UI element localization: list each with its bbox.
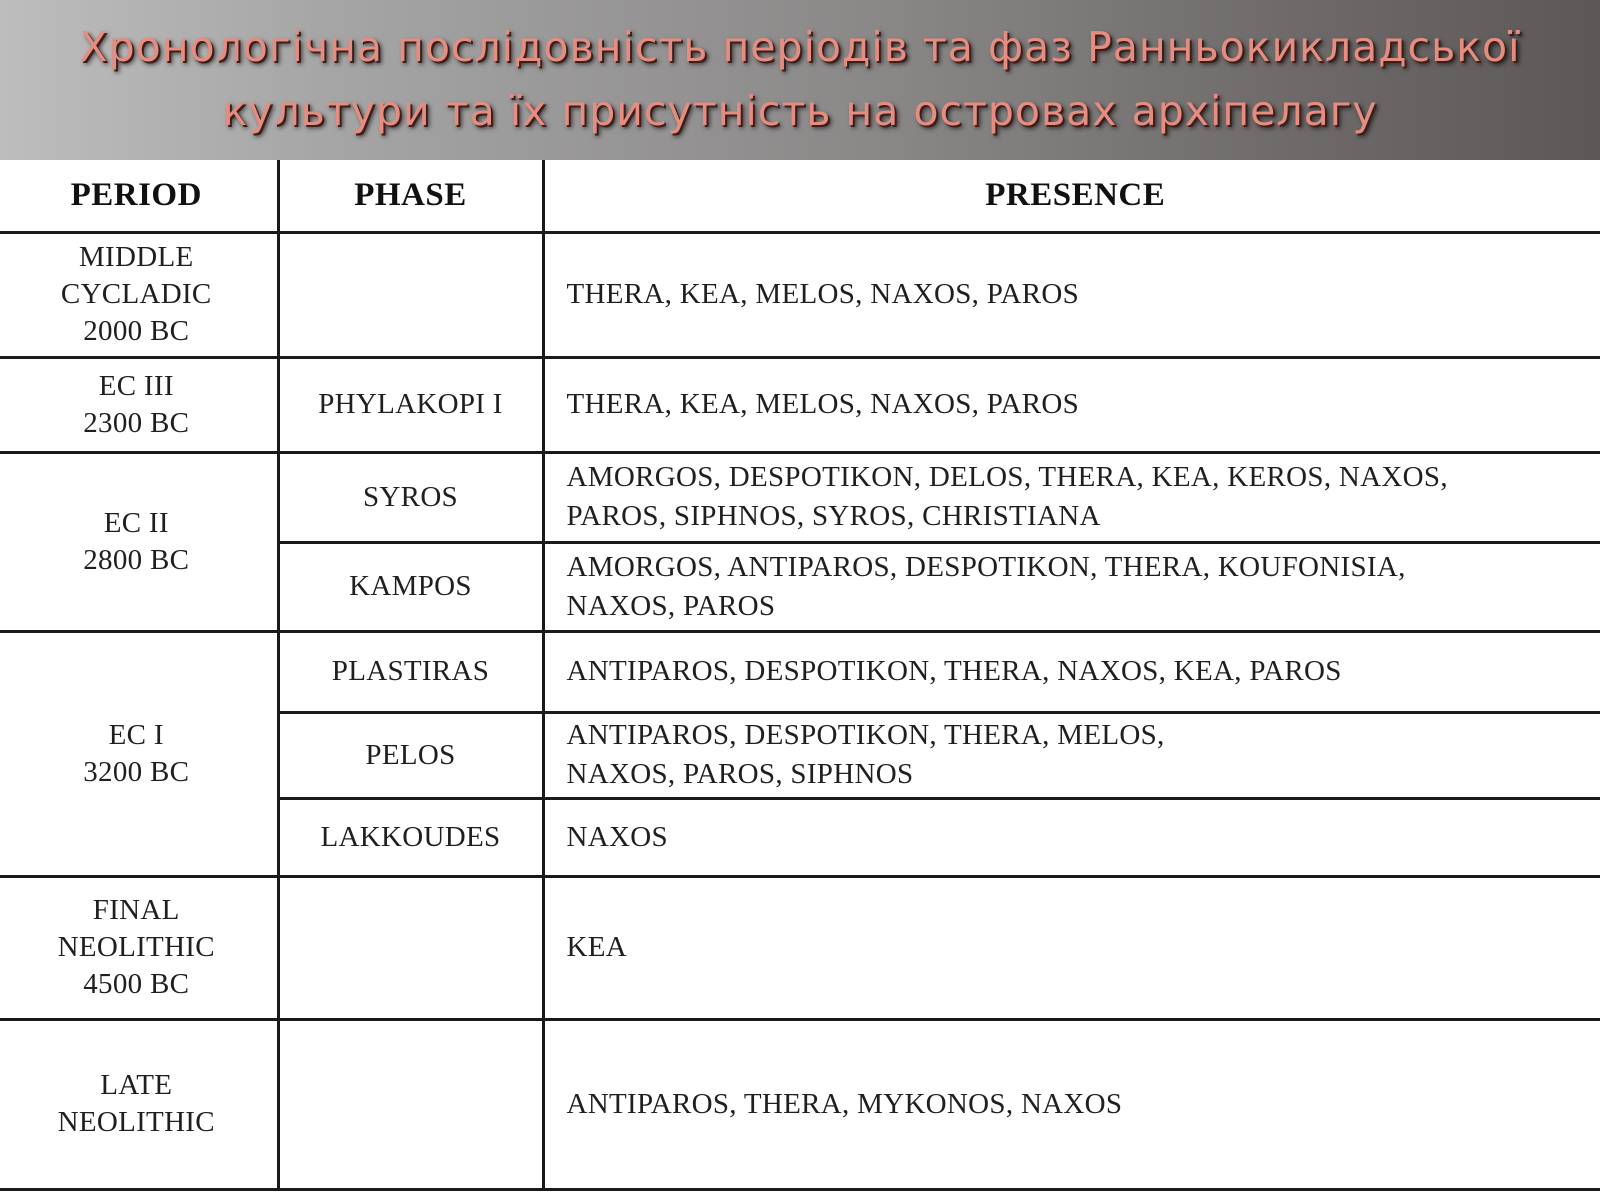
presence-line: NAXOS bbox=[566, 820, 668, 853]
presence-line: KEA bbox=[566, 931, 628, 963]
presence-line: AMORGOS, ANTIPAROS, DESPOTIKON, THERA, KOUFONISIA, bbox=[566, 550, 1406, 583]
phase-cell: PLASTIRAS bbox=[278, 631, 543, 712]
period-cell bbox=[0, 1019, 278, 1189]
period-line: 2000 BC bbox=[83, 315, 190, 347]
presence-cell bbox=[543, 357, 1600, 452]
presence-line: THERA, KEA, MELOS, NAXOS, PAROS bbox=[566, 388, 1080, 420]
period-cell bbox=[0, 232, 278, 357]
chronology-table-area bbox=[0, 160, 1600, 1200]
period-line: FINAL bbox=[92, 894, 180, 926]
presence-line: NAXOS, PAROS, SIPHNOS bbox=[566, 758, 914, 790]
period-cell bbox=[0, 876, 278, 1019]
period-line: 3200 BC bbox=[83, 755, 190, 788]
presence-cell bbox=[543, 232, 1600, 357]
presence-cell bbox=[543, 798, 1600, 876]
presence-line: NAXOS, PAROS bbox=[566, 589, 776, 622]
presence-cell bbox=[543, 876, 1600, 1019]
presence-cell bbox=[543, 712, 1600, 798]
presence-line: AMORGOS, DESPOTIKON, DELOS, THERA, KEA, KEROS, NAXOS, bbox=[566, 461, 1448, 493]
period-line: NEOLITHIC bbox=[57, 1106, 215, 1138]
presence-cell bbox=[543, 1019, 1600, 1189]
table-row bbox=[0, 1019, 1600, 1189]
presence-cell bbox=[543, 542, 1600, 631]
table-row bbox=[0, 631, 1600, 712]
presence-cell bbox=[543, 631, 1600, 712]
presence-line: PAROS, SIPHNOS, SYROS, CHRISTIANA bbox=[566, 500, 1101, 532]
period-cell bbox=[0, 631, 278, 876]
slide-title-line-2: культури та їх присутність на островах архіпелагу bbox=[222, 87, 1378, 135]
table-row bbox=[0, 876, 1600, 1019]
period-line: MIDDLE bbox=[78, 241, 194, 273]
presence-line: ANTIPAROS, DESPOTIKON, THERA, NAXOS, KEA, PAROS bbox=[566, 655, 1342, 687]
period-line: 2300 BC bbox=[83, 406, 190, 439]
period-line: CYCLADIC bbox=[60, 278, 212, 310]
period-line: 4500 BC bbox=[83, 968, 190, 1000]
phase-cell: KAMPOS bbox=[278, 542, 543, 631]
presence-line: ANTIPAROS, DESPOTIKON, THERA, MELOS, bbox=[566, 719, 1165, 751]
chronology-table bbox=[0, 160, 1600, 1191]
header-period: PERIOD bbox=[0, 160, 278, 232]
period-cell bbox=[0, 357, 278, 452]
title-bar bbox=[0, 0, 1600, 160]
phase-cell bbox=[278, 232, 543, 357]
period-cell bbox=[0, 452, 278, 631]
header-presence: PRESENCE bbox=[543, 160, 1600, 232]
period-line: EC I bbox=[108, 718, 164, 751]
phase-cell: PHYLAKOPI I bbox=[278, 357, 543, 452]
period-line: LATE bbox=[100, 1069, 173, 1101]
presence-line: ANTIPAROS, THERA, MYKONOS, NAXOS bbox=[566, 1087, 1123, 1120]
slide-title-line-1: Хронологічна послідовність періодів та фаз Ранньокикладської bbox=[79, 23, 1521, 71]
table-row bbox=[0, 452, 1600, 542]
period-line: NEOLITHIC bbox=[57, 931, 215, 963]
period-line: EC II bbox=[103, 506, 169, 539]
slide-title bbox=[10, 15, 1590, 143]
phase-cell bbox=[278, 1019, 543, 1189]
table-row bbox=[0, 357, 1600, 452]
phase-cell bbox=[278, 876, 543, 1019]
period-line: 2800 BC bbox=[83, 543, 190, 576]
phase-cell: PELOS bbox=[278, 712, 543, 798]
presence-line: THERA, KEA, MELOS, NAXOS, PAROS bbox=[566, 278, 1080, 310]
header-phase: PHASE bbox=[278, 160, 543, 232]
table-row bbox=[0, 232, 1600, 357]
phase-cell: SYROS bbox=[278, 452, 543, 542]
phase-cell: LAKKOUDES bbox=[278, 798, 543, 876]
table-header-row bbox=[0, 160, 1600, 232]
period-line: EC III bbox=[98, 369, 174, 402]
presence-cell bbox=[543, 452, 1600, 542]
